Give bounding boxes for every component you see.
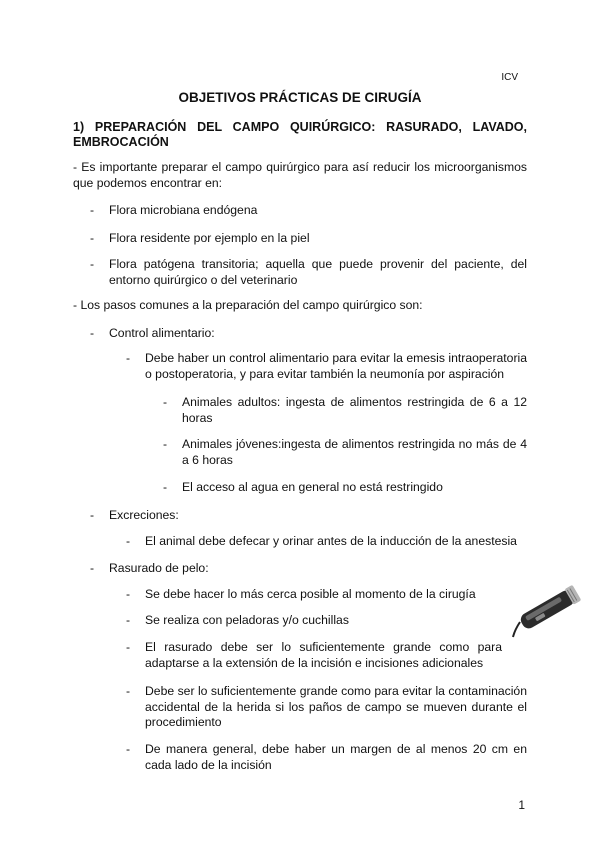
list-dash: - — [126, 640, 131, 654]
rasurado-item: Se realiza con peladoras y/o cuchillas — [145, 613, 349, 627]
rasurado-item: Debe ser lo suficientemente grande como para evitar la contaminación accidental de la herida si los paños de campo se mueven durante el procedimiento — [145, 684, 527, 730]
rasurado-label: Rasurado de pelo: — [109, 561, 209, 575]
list-dash: - — [90, 231, 95, 245]
steps-intro: - Los pasos comunes a la preparación del campo quirúrgico son: — [73, 298, 423, 312]
sub-item: Animales adultos: ingesta de alimentos restringida de 6 a 12 horas — [182, 395, 527, 425]
control-item: Debe haber un control alimentario para evitar la emesis intraoperatoria o postoperatoria, y para evitar también la neumonía por aspiración — [145, 351, 527, 381]
control-label: Control alimentario: — [109, 326, 215, 340]
list-dash: - — [126, 534, 131, 548]
rasurado-item: El rasurado debe ser lo suficientemente grande como para adaptarse a la extensión de la incisión e incisiones adicionales — [145, 640, 502, 670]
rasurado-item: De manera general, debe haber un margen de al menos 20 cm en cada lado de la incisión — [145, 742, 527, 772]
list-dash: - — [126, 351, 131, 365]
page-title: OBJETIVOS PRÁCTICAS DE CIRUGÍA — [178, 90, 422, 105]
intro-paragraph: - Es importante preparar el campo quirúrgico para así reducir los microorganismos que podemos encontrar en: — [73, 160, 527, 190]
list-item: Flora patógena transitoria; aquella que puede provenir del paciente, del entorno quirúrgico o del veterinario — [109, 257, 527, 287]
rasurado-item: Se debe hacer lo más cerca posible al momento de la cirugía — [145, 587, 476, 601]
list-dash: - — [90, 508, 95, 522]
header-code: ICV — [501, 72, 518, 83]
page-number: 1 — [518, 798, 525, 812]
list-item: Flora residente por ejemplo en la piel — [109, 231, 310, 245]
hair-clipper-icon — [512, 578, 588, 638]
list-dash: - — [163, 395, 168, 409]
list-dash: - — [126, 684, 131, 698]
list-dash: - — [90, 203, 95, 217]
list-dash: - — [90, 257, 95, 271]
list-item: Flora microbiana endógena — [109, 203, 258, 217]
sub-item: El acceso al agua en general no está restringido — [182, 480, 443, 494]
list-dash: - — [126, 613, 131, 627]
list-dash: - — [163, 437, 168, 451]
section-heading: 1) PREPARACIÓN DEL CAMPO QUIRÚRGICO: RASURADO, LAVADO, EMBROCACIÓN — [73, 120, 527, 149]
excreciones-label: Excreciones: — [109, 508, 179, 522]
list-dash: - — [90, 326, 95, 340]
excreciones-item: El animal debe defecar y orinar antes de la inducción de la anestesia — [145, 534, 517, 548]
sub-item: Animales jóvenes:ingesta de alimentos restringida no más de 4 a 6 horas — [182, 437, 527, 467]
list-dash: - — [126, 587, 131, 601]
list-dash: - — [90, 561, 95, 575]
list-dash: - — [163, 480, 168, 494]
list-dash: - — [126, 742, 131, 756]
